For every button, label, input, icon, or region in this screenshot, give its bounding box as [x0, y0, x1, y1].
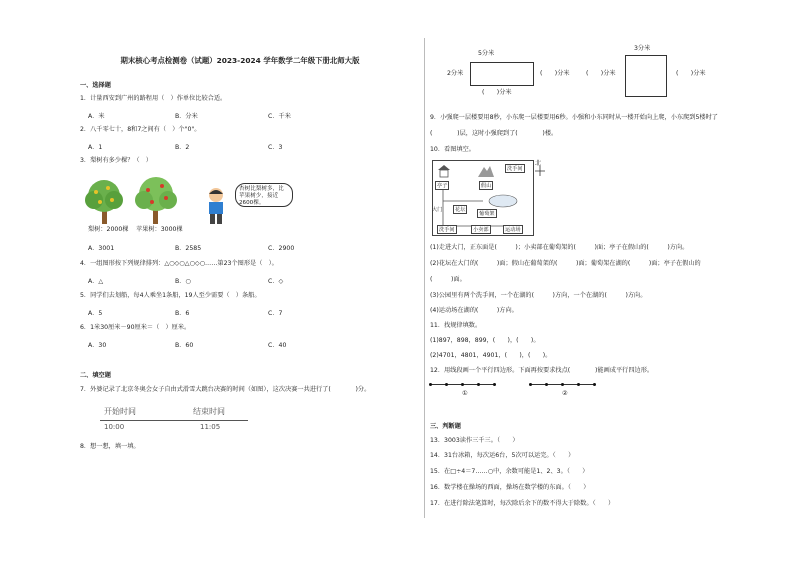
q17-text: 17．在进行除法笔算时，每次除后余下的数不得大于除数。（ ） — [430, 500, 615, 507]
pear-tree-label: 梨树：2000棵 — [88, 226, 129, 233]
q14-text: 14．31台冰箱，每次运6台，5次可以运完。（ ） — [430, 452, 575, 459]
map-field: 运动场 — [505, 227, 521, 233]
q6-option-a[interactable]: A．30 — [88, 342, 107, 349]
segment-1-point — [445, 383, 448, 386]
rectangle-figure — [470, 62, 534, 86]
q10-text: 10．看图填空。 — [430, 146, 475, 153]
q11-text: 11．找规律填数。 — [430, 322, 482, 329]
segment-2-point — [529, 383, 532, 386]
q9-line1: 9．小强爬一层楼要用8秒，小东爬一层楼要用6秒。小强和小东同时从一楼开始向上爬，小东爬到5楼时了 — [430, 114, 718, 121]
q13-text: 13．3003读作三千三。（ ） — [430, 437, 519, 444]
start-time-value: 10:00 — [104, 423, 125, 431]
fig-left-bottom-label: ( )分米 — [482, 89, 512, 96]
q10-s2b: ( )面。 — [430, 276, 466, 283]
segment-2-point — [593, 383, 596, 386]
segment-1-point — [429, 383, 432, 386]
segment-2-point — [577, 383, 580, 386]
mark-2: ② — [562, 390, 568, 397]
q4-option-c[interactable]: C．◇ — [268, 278, 284, 285]
exam-title: 期末核心考点检测卷（试题）2023-2024 学年数学二年级下册北师大版 — [120, 56, 360, 65]
segment-1-point — [493, 383, 496, 386]
q1-option-a[interactable]: A．米 — [88, 113, 105, 120]
q10-s2: (2)花坛在大门的( )面；假山在葡萄架的( )面；葡萄架在湖的( )面；亭子在假山的 — [430, 260, 701, 267]
q6-option-b[interactable]: B．60 — [175, 342, 194, 349]
segment-1-point — [461, 383, 464, 386]
student-icon — [203, 186, 229, 226]
map-garden: 花坛 — [455, 207, 466, 213]
square-figure — [625, 55, 667, 97]
q6-option-c[interactable]: C．40 — [268, 342, 287, 349]
map-shop: 小卖部 — [473, 227, 489, 233]
q1-option-c[interactable]: C．千米 — [268, 113, 291, 120]
q5-option-b[interactable]: B．6 — [175, 310, 190, 317]
q5-option-a[interactable]: A．5 — [88, 310, 103, 317]
q10-s1: (1)走进大门，正东面是( )；小卖部在葡萄架的( )面；亭子在假山的( )方向。 — [430, 244, 689, 251]
segment-2-point — [561, 383, 564, 386]
segment-2-point — [545, 383, 548, 386]
q2-option-a[interactable]: A．1 — [88, 144, 103, 151]
section-1-heading: 一、选择题 — [80, 82, 111, 89]
q5-option-c[interactable]: C．7 — [268, 310, 283, 317]
segment-1-point — [477, 383, 480, 386]
end-time-label: 结束时间 — [193, 407, 225, 416]
map-gate: 大门 — [432, 207, 443, 213]
q1-text: 1．计量西安到广州的路程用（ ）作单位比较合适。 — [80, 95, 227, 102]
q11-s1: (1)897，898，899，( )，( )。 — [430, 337, 540, 344]
q1-option-b[interactable]: B．分米 — [175, 113, 198, 120]
q4-option-a[interactable]: A．△ — [88, 278, 104, 285]
q16-text: 16．数学楼在操场的西面，操场在数学楼的东面。（ ） — [430, 484, 590, 491]
q6-text: 6．1米30厘米－90厘米＝（ ）厘米。 — [80, 324, 191, 331]
map-washroom-1: 洗手间 — [507, 166, 523, 172]
q4-option-b[interactable]: B．○ — [175, 278, 191, 285]
apple-tree-label: 苹果树：3000棵 — [136, 226, 183, 233]
q3-option-b[interactable]: B．2585 — [175, 245, 202, 252]
q12-text: 12．用线段画一个平行四边形。下面再按要求找点( )能画成平行四边形。 — [430, 367, 654, 374]
map-pavilion: 亭子 — [437, 183, 448, 189]
map-mountain: 假山 — [481, 183, 492, 189]
mark-1: ① — [462, 390, 468, 397]
pear-tree-icon — [82, 176, 128, 226]
fig-left-top-label: 5分米 — [478, 50, 495, 57]
fig-right-top-label: 3分米 — [634, 45, 651, 52]
q2-text: 2．八千零七十，8和7之间有（ ）个"0"。 — [80, 126, 201, 133]
q11-s2: (2)4701，4801，4901，( )，( )。 — [430, 352, 552, 359]
q4-text: 4．一组图形按下列规律排列：△○◇○△○◇○……第23个图形是（ ）。 — [80, 260, 278, 267]
time-divider — [100, 420, 248, 421]
q7-text: 7．外婆记录了北京冬奥会女子自由式滑雪大跳台决赛的时间（如图），这次决赛一共进行了( )分。 — [80, 386, 371, 393]
fig-left-right-label: ( )分米 — [540, 70, 570, 77]
q10-s4: (4)运动场在湖的( )方向。 — [430, 307, 518, 314]
pavilion-icon — [437, 164, 451, 178]
end-time-value: 11:05 — [200, 423, 221, 431]
compass-icon — [535, 166, 545, 176]
speech-bubble: 杏树比梨树多，比苹果树少，接近2600棵。 — [235, 183, 293, 207]
section-2-heading: 二、填空题 — [80, 372, 111, 379]
q3-text: 3．梨树有多少棵？（ ） — [80, 157, 152, 164]
q2-option-c[interactable]: C．3 — [268, 144, 283, 151]
map-washroom-2: 洗手间 — [439, 227, 455, 233]
apple-tree-icon — [132, 176, 180, 226]
section-3-heading: 三、判断题 — [430, 423, 461, 430]
fig-right-left-label: ( )分米 — [586, 70, 616, 77]
q5-text: 5．同学们去划船，每4人乘坐1条船，19人至少需要（ ）条船。 — [80, 292, 261, 299]
park-map — [432, 160, 534, 236]
start-time-label: 开始时间 — [104, 407, 136, 416]
map-trellis: 葡萄架 — [479, 211, 495, 217]
fig-right-right-label: ( )分米 — [676, 70, 706, 77]
q2-option-b[interactable]: B．2 — [175, 144, 190, 151]
q3-option-a[interactable]: A．3001 — [88, 245, 115, 252]
compass-north: 北 — [535, 160, 542, 167]
fig-left-left-label: 2分米 — [447, 70, 464, 77]
q8-text: 8．想一想，填一填。 — [80, 443, 140, 450]
q10-s3: (3)公园里有两个洗手间，一个在湖的( )方向，一个在湖的( )方向。 — [430, 292, 647, 299]
column-divider — [424, 38, 425, 518]
q15-text: 15．在□÷4＝7……○中，余数可能是1、2、3。（ ） — [430, 468, 589, 475]
mountain-icon — [477, 164, 495, 178]
q9-line2: ( )层，这时小强爬到了( )楼。 — [430, 130, 558, 137]
q3-option-c[interactable]: C．2900 — [268, 245, 295, 252]
